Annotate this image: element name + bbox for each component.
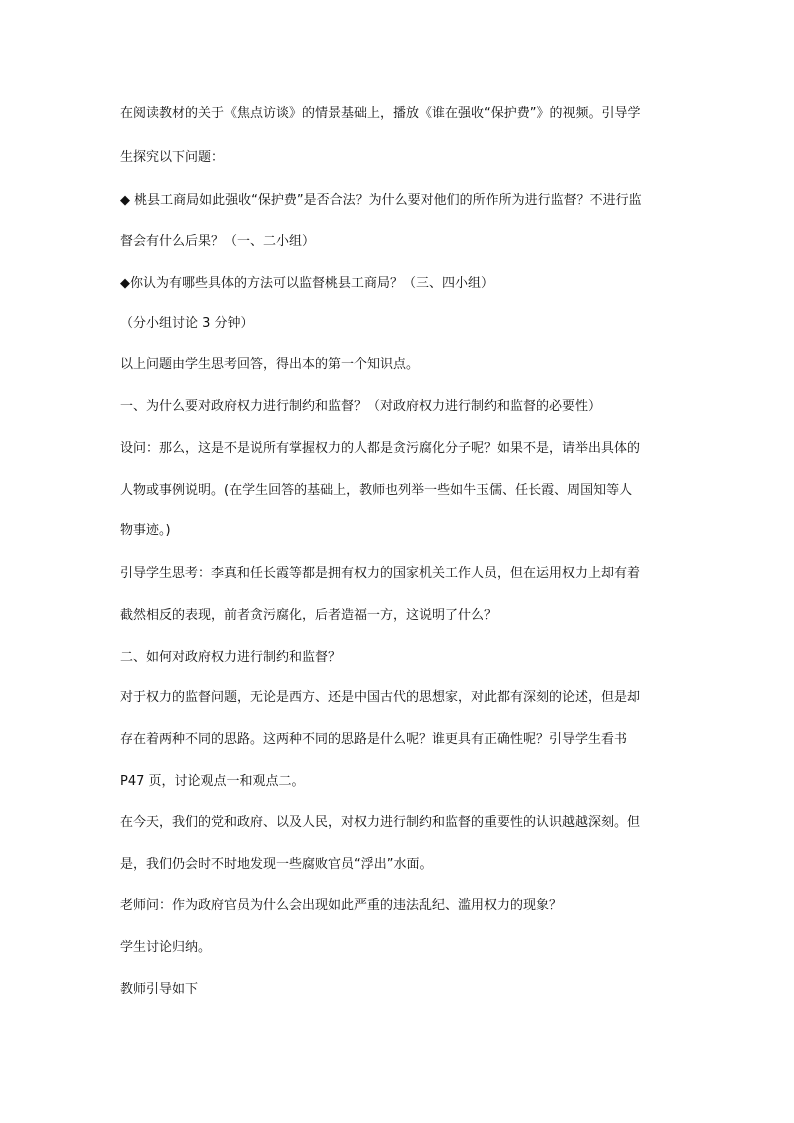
text-line: 生探究以下问题：	[120, 150, 225, 165]
text-line: 以上问题由学生思考回答，得出本的第一个知识点。	[120, 357, 420, 372]
text-line: 是，我们仍会时不时地发现一些腐败官员“浮出”水面。	[120, 857, 433, 872]
text-line: 截然相反的表现，前者贪污腐化，后者造福一方，这说明了什么？	[120, 608, 498, 623]
text-line: ◆你认为有哪些具体的方法可以监督桃县工商局？（三、四小组）	[120, 276, 494, 291]
text-line: ◆ 桃县工商局如此强收“保护费”是否合法？为什么要对他们的所作所为进行监督？不进行监	[120, 193, 642, 208]
text-line: 学生讨论归纳。	[120, 940, 212, 955]
text-line: 在今天，我们的党和政府、以及人民，对权力进行制约和监督的重要性的认识越越深刻。但	[120, 815, 641, 830]
text-line: 教师引导如下	[120, 982, 199, 997]
text-line: 老师问：作为政府官员为什么会出现如此严重的违法乱纪、滥用权力的现象？	[120, 898, 563, 913]
text-line: P47 页，讨论观点一和观点二。	[120, 774, 305, 789]
text-line: 存在着两种不同的思路。这两种不同的思路是什么呢？谁更具有正确性呢？引导学生看书	[120, 732, 628, 747]
text-line: 在阅读教材的关于《焦点访谈》的情景基础上，播放《谁在强收“保护费”》的视频。引导学	[120, 106, 641, 121]
section-heading: 二、如何对政府权力进行制约和监督？	[120, 650, 342, 665]
text-line: （分小组讨论 3 分钟）	[120, 316, 254, 331]
text-line: 督会有什么后果？（一、二小组）	[120, 234, 316, 249]
text-line: 物事迹。)	[120, 523, 171, 538]
text-line: 引导学生思考：李真和任长霞等都是拥有权力的国家机关工作人员，但在运用权力上却有着	[120, 566, 641, 581]
text-line: 人物或事例说明。(在学生回答的基础上，教师也列举一些如牛玉儒、任长霞、周国知等人	[120, 483, 633, 498]
section-heading: 一、为什么要对政府权力进行制约和监督？（对政府权力进行制约和监督的必要性）	[120, 399, 602, 414]
text-line: 设问：那么，这是不是说所有掌握权力的人都是贪污腐化分子呢？如果不是，请举出具体的	[120, 441, 641, 456]
text-line: 对于权力的监督问题，无论是西方、还是中国古代的思想家，对此都有深刻的论述，但是却	[120, 690, 641, 705]
